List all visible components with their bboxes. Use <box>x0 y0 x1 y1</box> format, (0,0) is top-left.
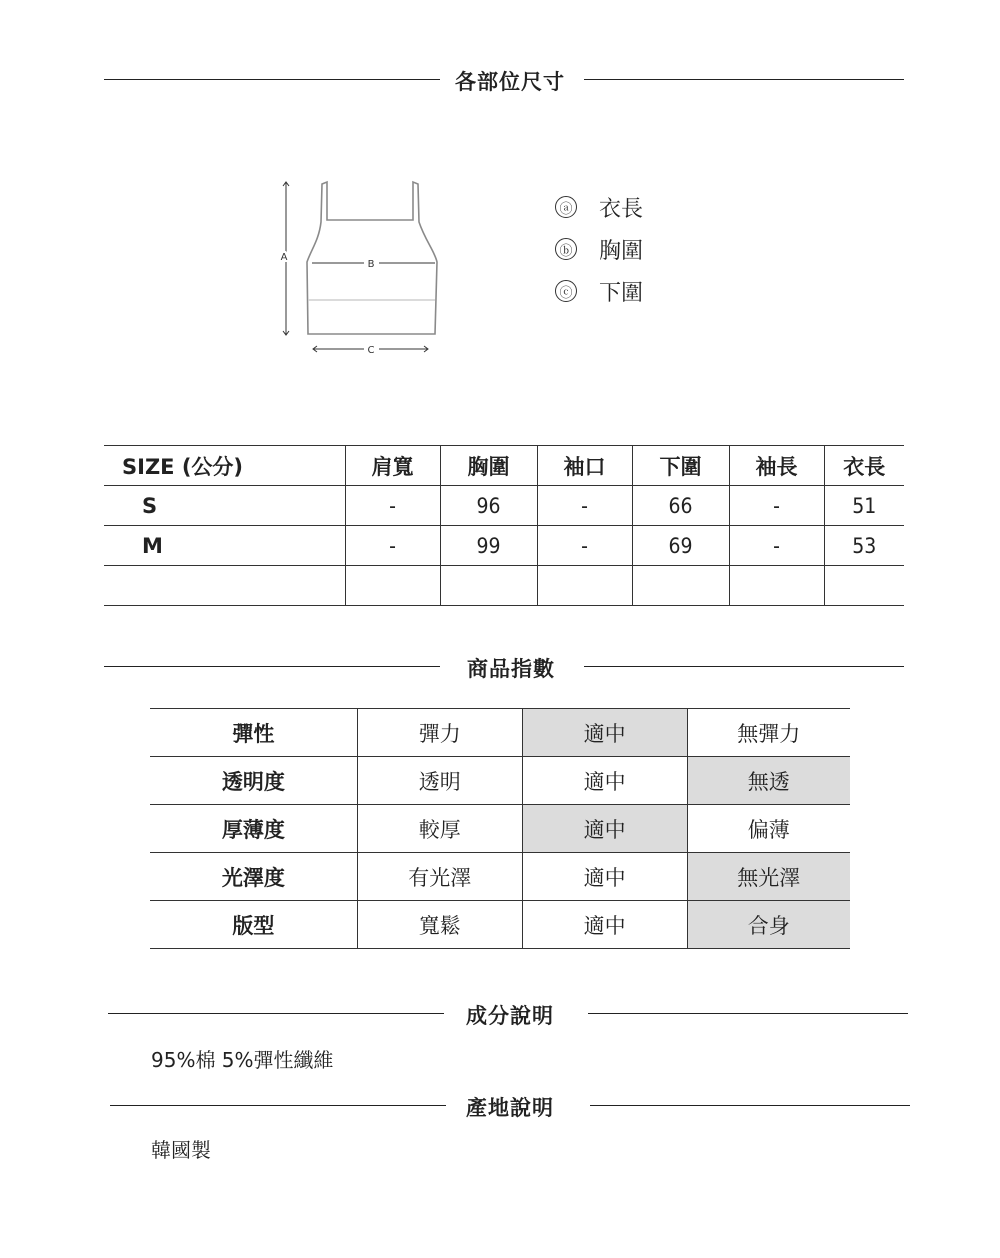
diagram-label-c: C <box>367 345 375 356</box>
size-cell <box>824 566 904 606</box>
size-cell: - <box>537 486 632 526</box>
table-row <box>104 486 904 526</box>
table-row <box>150 709 850 757</box>
index-option: 適中 <box>522 709 687 757</box>
diagram-label-a: A <box>280 252 288 263</box>
table-row <box>150 901 850 949</box>
product-index-table <box>150 708 850 949</box>
legend-label: 衣長 <box>599 196 644 222</box>
size-header: SIZE (公分) <box>104 446 345 486</box>
size-label: M <box>104 526 345 566</box>
index-option: 偏薄 <box>687 805 850 853</box>
garment-diagram <box>275 170 445 360</box>
size-cell: - <box>729 486 824 526</box>
measurements-title: 各部位尺寸 <box>455 70 565 94</box>
size-header: 下圍 <box>632 446 729 486</box>
diagram-label-b: B <box>367 259 375 270</box>
measurement-legend <box>555 186 643 312</box>
size-cell: - <box>537 526 632 566</box>
table-row <box>150 853 850 901</box>
index-option: 無光澤 <box>687 853 850 901</box>
legend-mark: ⓒ <box>555 280 577 302</box>
legend-item <box>555 228 643 270</box>
size-header: 衣長 <box>824 446 904 486</box>
legend-mark: ⓐ <box>555 196 577 218</box>
size-cell: 96 <box>440 486 537 526</box>
size-header: 胸圍 <box>440 446 537 486</box>
size-label <box>104 566 345 606</box>
index-label: 光澤度 <box>150 853 357 901</box>
size-cell: 51 <box>824 486 904 526</box>
index-option: 無彈力 <box>687 709 850 757</box>
size-cell <box>729 566 824 606</box>
size-cell <box>632 566 729 606</box>
table-row <box>150 805 850 853</box>
size-cell: 99 <box>440 526 537 566</box>
index-option: 有光澤 <box>357 853 522 901</box>
size-label: S <box>104 486 345 526</box>
size-header: 袖口 <box>537 446 632 486</box>
origin-title: 產地說明 <box>466 1096 554 1120</box>
index-option: 較厚 <box>357 805 522 853</box>
size-cell <box>345 566 440 606</box>
size-cell <box>537 566 632 606</box>
size-cell: 53 <box>824 526 904 566</box>
index-label: 版型 <box>150 901 357 949</box>
index-option: 適中 <box>522 757 687 805</box>
index-option: 透明 <box>357 757 522 805</box>
index-label: 厚薄度 <box>150 805 357 853</box>
table-row <box>104 566 904 606</box>
index-option: 彈力 <box>357 709 522 757</box>
size-cell: - <box>345 486 440 526</box>
garment-outline <box>307 182 437 334</box>
legend-mark: ⓑ <box>555 238 577 260</box>
legend-item <box>555 270 643 312</box>
index-label: 彈性 <box>150 709 357 757</box>
size-cell <box>440 566 537 606</box>
index-option: 寬鬆 <box>357 901 522 949</box>
index-option: 適中 <box>522 901 687 949</box>
size-table-header <box>104 446 904 486</box>
index-title: 商品指數 <box>467 657 555 681</box>
material-title: 成分說明 <box>466 1004 554 1028</box>
size-cell: - <box>345 526 440 566</box>
index-option: 適中 <box>522 853 687 901</box>
index-option: 合身 <box>687 901 850 949</box>
legend-item <box>555 186 643 228</box>
legend-label: 胸圍 <box>599 238 644 264</box>
legend-label: 下圍 <box>599 280 644 306</box>
size-cell: 66 <box>632 486 729 526</box>
size-cell: - <box>729 526 824 566</box>
table-row <box>150 757 850 805</box>
table-row <box>104 526 904 566</box>
size-cell: 69 <box>632 526 729 566</box>
index-option: 無透 <box>687 757 850 805</box>
origin-text: 韓國製 <box>151 1138 211 1162</box>
material-text: 95%棉 5%彈性纖維 <box>151 1048 334 1072</box>
size-header: 肩寬 <box>345 446 440 486</box>
index-label: 透明度 <box>150 757 357 805</box>
index-option: 適中 <box>522 805 687 853</box>
size-header: 袖長 <box>729 446 824 486</box>
size-table <box>104 445 904 606</box>
